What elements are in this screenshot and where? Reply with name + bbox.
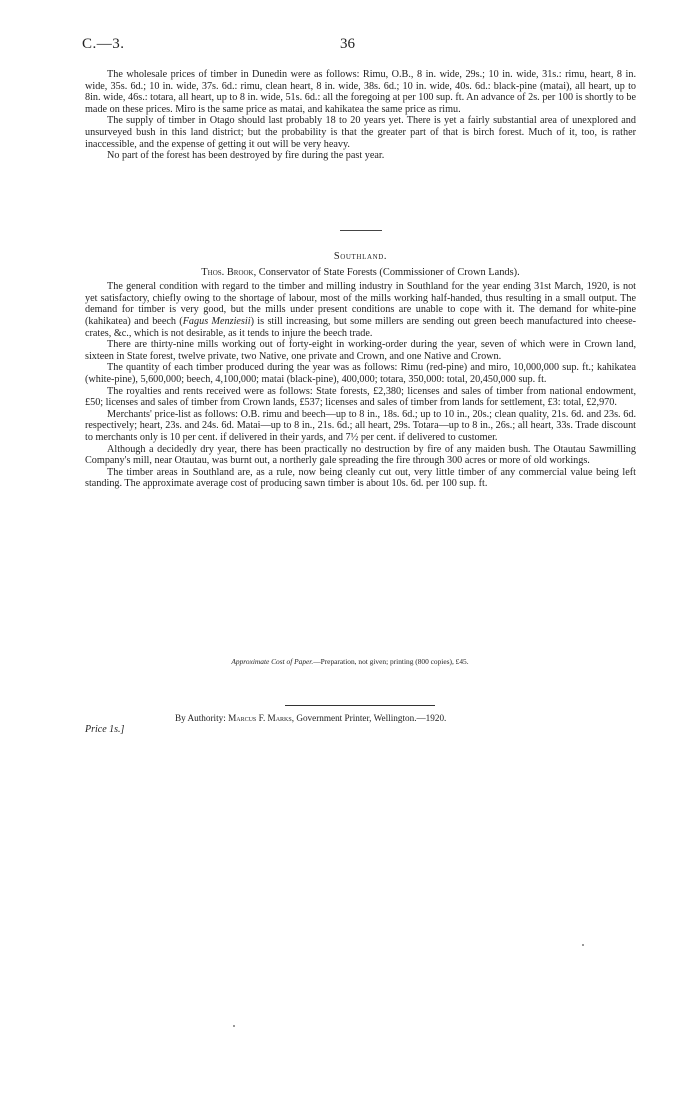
paragraph-otago-fire: No part of the forest has been destroyed by fire during the past year. (107, 150, 385, 162)
southland-section (85, 251, 636, 490)
paragraph-timber-areas: The timber areas in Southland are, as a rule, now being cleanly cut out, very little timber of any commercial value being left standing. The approximate average cost of producing sawn timber is about 10s. 6d. per 100 sup. ft. (85, 466, 636, 490)
paragraph-dunedin-prices: The wholesale prices of timber in Dunedin were as follows: Rimu, O.B., 8 in. wide, 29s.; 10 in. wide, 31s.: rimu, heart, 8 in. wide, 35s. 6d.; 10 in. wide, 37s. 6d.: rimu, clean heart, 8 in. wide, 38s. 6d.; 10 in. wide, 40s. 6d.: black-pine (matai), all heart, up to 8in. wide, 46s.: totara, all heart, up to 8 in. wide, 51s. 6d.: all the foregoing at per 100 sup. ft. An advance of 2s. per 100 is shortly to be made on these prices. Miro is the same price as matai, and kahikatea the same price as rimu. (85, 69, 636, 115)
section-divider (340, 230, 382, 231)
imprint-prefix: By Authority: (175, 713, 229, 723)
paragraph-fire: Although a decidedly dry year, there has been practically no destruction by fire of any maiden bush. The Otautau Sawmilling Company's mill, near Otautau, was burnt out, a northerly gale spreading the fire through 300 acres or more of old workings. (85, 443, 636, 467)
paragraph-quantity: The quantity of each timber produced during the year was as follows: Rimu (red-pine) and miro, 10,000,000 sup. ft.; kahikatea (white-pine), 5,600,000; beech, 4,100,000; matai (black-pine), 400,000; totara, 350,000: total, 20,450,000 sup. ft. (85, 362, 636, 385)
paragraph-text: The general condition with regard to the timber and milling industry in Southland for the year ending 31st March, 1920, is not yet satisfactory, chiefly owing to the shortage of labour, most of the mills working half-handed, thus resulting in a small output. The demand for timber is very good, but the mills under present conditions are unable to cope with it. The demand for white-pine (kahikatea) and beech ( (85, 281, 636, 327)
printer-imprint (175, 713, 595, 723)
species-name: Fagus Menziesii (182, 315, 251, 327)
cost-of-paper-note (0, 657, 700, 666)
conservator-name: Thos. Brook (201, 266, 254, 278)
imprint-divider (285, 705, 435, 706)
section-byline (85, 267, 636, 279)
scan-speck (582, 944, 584, 946)
cost-note-text: —Preparation, not given; printing (800 copies), £45. (313, 657, 469, 666)
paragraph-price-list: Merchants' price-list as follows: O.B. rimu and beech—up to 8 in., 18s. 6d.; up to 10 in., 20s.; clean quality, 21s. 6d. and 23s. 6d. respectively; heart, 23s. and 24s. 6d. Matai—up to 8 in., 21s. 6d.; all heart, 29s. Totara—up to 8 in., 26s.; all heart, 33s. Trade discount to merchants only is 10 per cent. if delivered in their yards, and 7½ per cent. if delivered to customer. (85, 408, 636, 443)
conservator-title: , Conservator of State Forests (Commissioner of Crown Lands). (253, 266, 520, 278)
scan-speck (233, 1025, 235, 1027)
page-number: 36 (340, 36, 355, 52)
imprint-suffix: , Government Printer, Wellington.—1920. (291, 713, 447, 723)
section-title: Southland. (333, 251, 388, 262)
paragraph-mills: There are thirty-nine mills working out of forty-eight in working-order during the year, seven of which were in Crown land, sixteen in State forest, twelve private, two Native, one private and Crown, and one Native and Crown. (85, 339, 636, 362)
price-label: Price 1s.] (85, 724, 125, 735)
otago-continuation (85, 69, 636, 162)
paragraph-text: ) is still increasing, but some millers are sending out green beech manufactured into cheese-crates, &c., which is not desirable, as it tends to injure the beech trade. (85, 315, 636, 339)
running-head (82, 36, 638, 56)
printer-name: Marcus F. Marks (228, 713, 292, 723)
paragraph-general-condition (85, 281, 636, 339)
document-code: C.—3. (82, 36, 125, 52)
paragraph-otago-supply: The supply of timber in Otago should last probably 18 to 20 years yet. There is yet a fairly substantial area of unexplored and unsurveyed bush in this land district; but the probability is that the greater part of that is birch forest. Much of it, too, is rather inaccessible, and the expense of getting it out will be very heavy. (85, 115, 636, 150)
cost-note-lead: Approximate Cost of Paper. (231, 657, 314, 666)
paragraph-royalties: The royalties and rents received were as follows: State forests, £2,380; licenses and sales of timber from national endowment, £50; licenses and sales of timber from Crown lands, £537; licenses and sales of timber from lands for settlement, £3: total, £2,970. (85, 385, 636, 409)
